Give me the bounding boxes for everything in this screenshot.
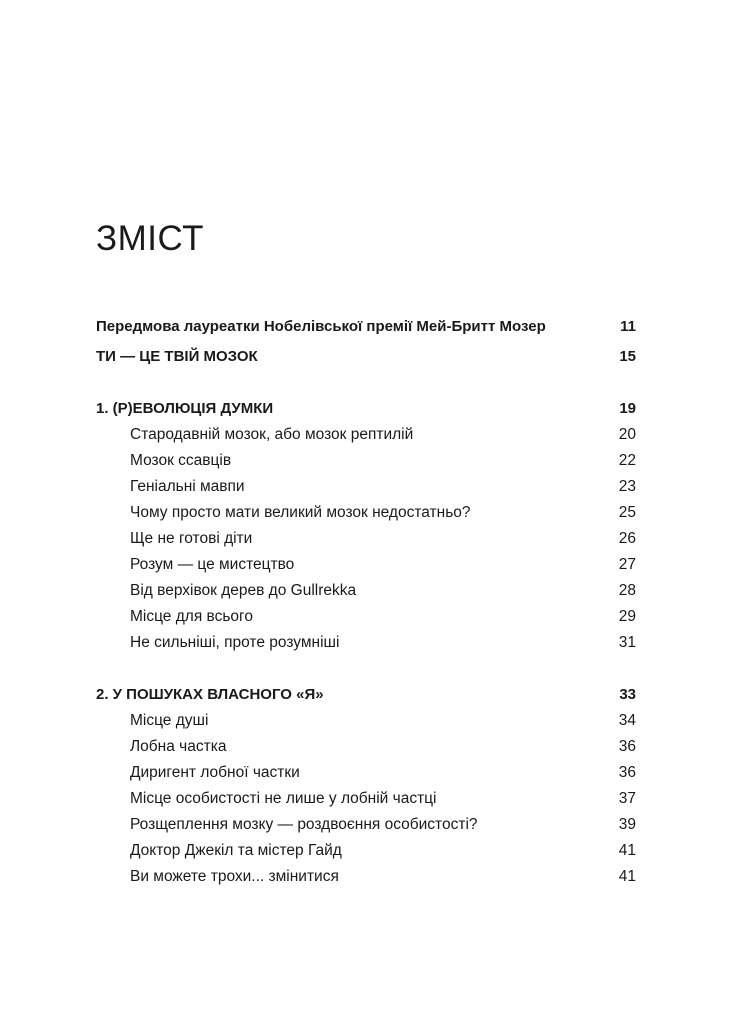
toc-chapter-label: 1. (Р)ЕВОЛЮЦІЯ ДУМКИ [96, 400, 274, 417]
toc-item[interactable] [130, 530, 636, 554]
toc-item-page: 29 [618, 608, 636, 625]
toc-item-page: 22 [618, 452, 636, 469]
toc-item-label: Місце душі [130, 712, 209, 729]
toc-item[interactable] [130, 790, 636, 814]
toc-item-page: 27 [618, 556, 636, 573]
toc-item-label: Місце особистості не лише у лобній частці [130, 790, 437, 807]
toc-item-label: Не сильніші, проте розумніші [130, 634, 340, 651]
toc-item-page: 31 [618, 634, 636, 651]
toc-item-page: 26 [618, 530, 636, 547]
toc-item-page: 36 [618, 764, 636, 781]
toc-item-label: Доктор Джекіл та містер Гайд [130, 842, 342, 859]
toc-item-label: Розум — це мистецтво [130, 556, 295, 573]
toc-item[interactable] [130, 556, 636, 580]
toc-item-label: Диригент лобної частки [130, 764, 300, 781]
toc-item-label: Ви можете трохи... змінитися [130, 868, 339, 885]
toc-item[interactable] [130, 842, 636, 866]
toc-item-page: 28 [618, 582, 636, 599]
toc-item-label: Розщеплення мозку — роздвоєння особистості? [130, 816, 478, 833]
toc-item[interactable] [130, 868, 636, 892]
toc-item-page: 20 [618, 426, 636, 443]
toc-item-label: Лобна частка [130, 738, 227, 755]
toc-entry-foreword[interactable] [96, 318, 636, 342]
toc-item[interactable] [130, 712, 636, 736]
toc-item-page: 25 [618, 504, 636, 521]
toc-entry-intro[interactable] [96, 348, 636, 372]
toc-item[interactable] [130, 608, 636, 632]
toc-item[interactable] [130, 634, 636, 658]
toc-item-label: Чому просто мати великий мозок недостатньо? [130, 504, 471, 521]
toc-item-page: 41 [618, 868, 636, 885]
toc-item-label: Стародавній мозок, або мозок рептилій [130, 426, 414, 443]
toc-chapter-page: 33 [619, 686, 636, 703]
toc-item-label: Від верхівок дерев до Gullrekka [130, 582, 357, 599]
toc-entry-label: ТИ — ЦЕ ТВІЙ МОЗОК [96, 348, 258, 365]
toc-item[interactable] [130, 478, 636, 502]
toc-item-page: 37 [618, 790, 636, 807]
toc-item[interactable] [130, 504, 636, 528]
toc-item-page: 34 [618, 712, 636, 729]
toc-item[interactable] [130, 738, 636, 762]
toc-chapter-label: 2. У ПОШУКАХ ВЛАСНОГО «Я» [96, 686, 324, 703]
toc-item-label: Ще не готові діти [130, 530, 253, 547]
toc-item[interactable] [130, 582, 636, 606]
toc-item-label: Геніальні мавпи [130, 478, 245, 495]
page-title: ЗМІСТ [96, 219, 205, 258]
toc-item-page: 23 [618, 478, 636, 495]
toc-item[interactable] [130, 816, 636, 840]
toc-entry-page: 15 [619, 348, 636, 365]
toc-entry-label: Передмова лауреатки Нобелівської премії Мей-Бритт Мозер [96, 318, 546, 335]
toc-item[interactable] [130, 452, 636, 476]
toc-item-label: Мозок ссавців [130, 452, 232, 469]
toc-item-page: 36 [618, 738, 636, 755]
toc-entry-page: 11 [620, 318, 636, 335]
toc-chapter-2[interactable] [96, 686, 636, 710]
toc-chapter-1[interactable] [96, 400, 636, 424]
toc-item[interactable] [130, 764, 636, 788]
toc-item-page: 41 [618, 842, 636, 859]
toc-item-page: 39 [618, 816, 636, 833]
toc-item[interactable] [130, 426, 636, 450]
toc-item-label: Місце для всього [130, 608, 253, 625]
toc-chapter-page: 19 [619, 400, 636, 417]
